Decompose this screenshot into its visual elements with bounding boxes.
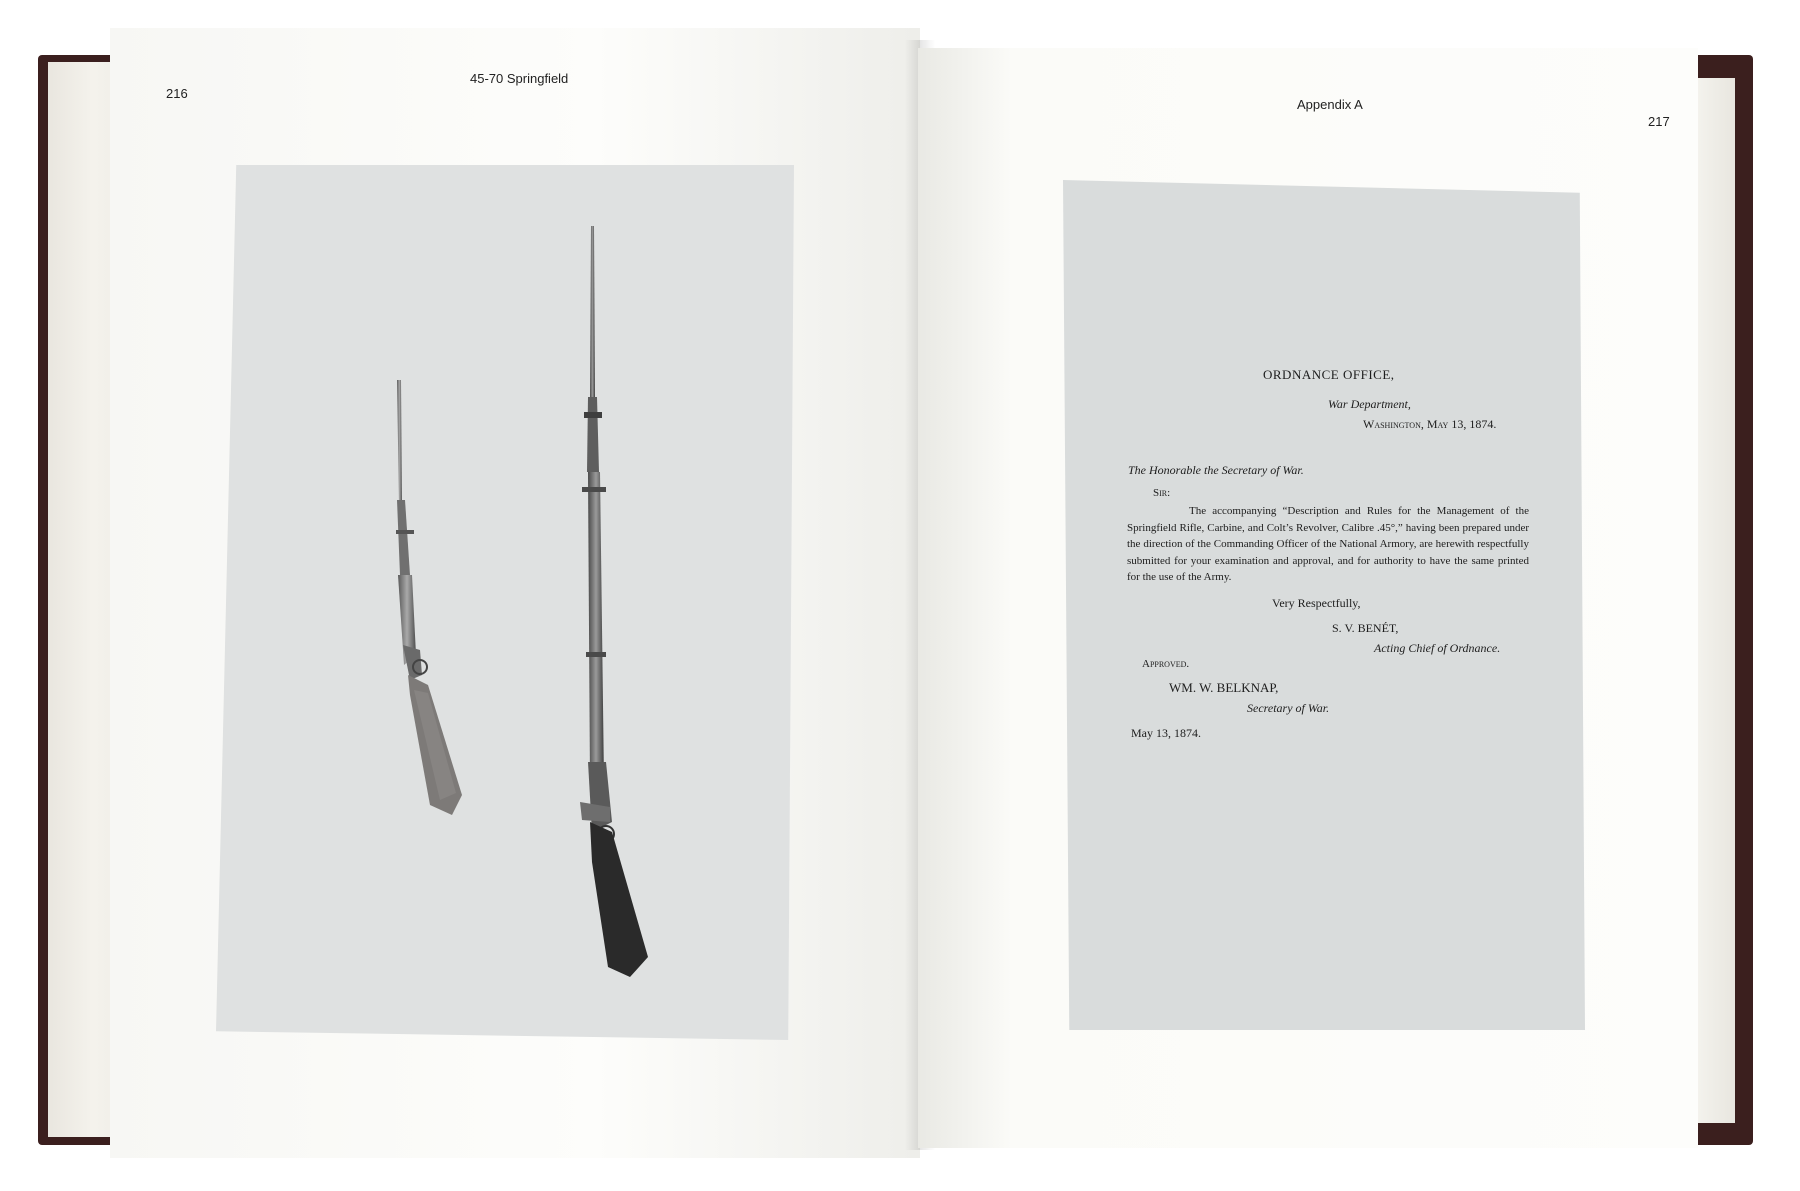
letter-salutation: Sir: [1153, 487, 1171, 499]
letter-department: War Department, [1328, 397, 1411, 411]
letter-signer: S. V. BENÉT, [1332, 621, 1399, 635]
left-running-head: 45-70 Springfield [470, 71, 569, 86]
letter-signer-title: Acting Chief of Ordnance. [1374, 641, 1501, 655]
right-running-head: Appendix A [1297, 97, 1363, 112]
letter-approval-date: May 13, 1874. [1131, 726, 1201, 740]
rifle-photo-plate [216, 165, 794, 1040]
letter-body-text: The accompanying “Description and Rules for the Management of the Springfield Rifle, Carbine, and Colt’s Revolver, Calibre .45°,” having been prepared under the direction of the Commanding Officer of the National Armory, are herewith respectfully submitted for your examination and approval, and for authority to have the same printed for the use of the Army. [1127, 505, 1529, 583]
letter-closing: Very Respectfully, [1272, 596, 1361, 610]
letter-office: ORDNANCE OFFICE, [1263, 367, 1395, 382]
letter-body [1127, 503, 1529, 586]
rifle-with-bayonet-image [550, 222, 660, 977]
letter-approver-title: Secretary of War. [1247, 701, 1330, 715]
letter-approved: Approved. [1142, 658, 1190, 670]
left-page-number: 216 [166, 86, 188, 101]
letter-place-date: Washington, May 13, 1874. [1363, 417, 1497, 431]
carbine-image [370, 375, 470, 820]
letter-addressee: The Honorable the Secretary of War. [1128, 463, 1304, 477]
right-page-number: 217 [1648, 114, 1670, 129]
letter-approver: WM. W. BELKNAP, [1169, 680, 1279, 695]
